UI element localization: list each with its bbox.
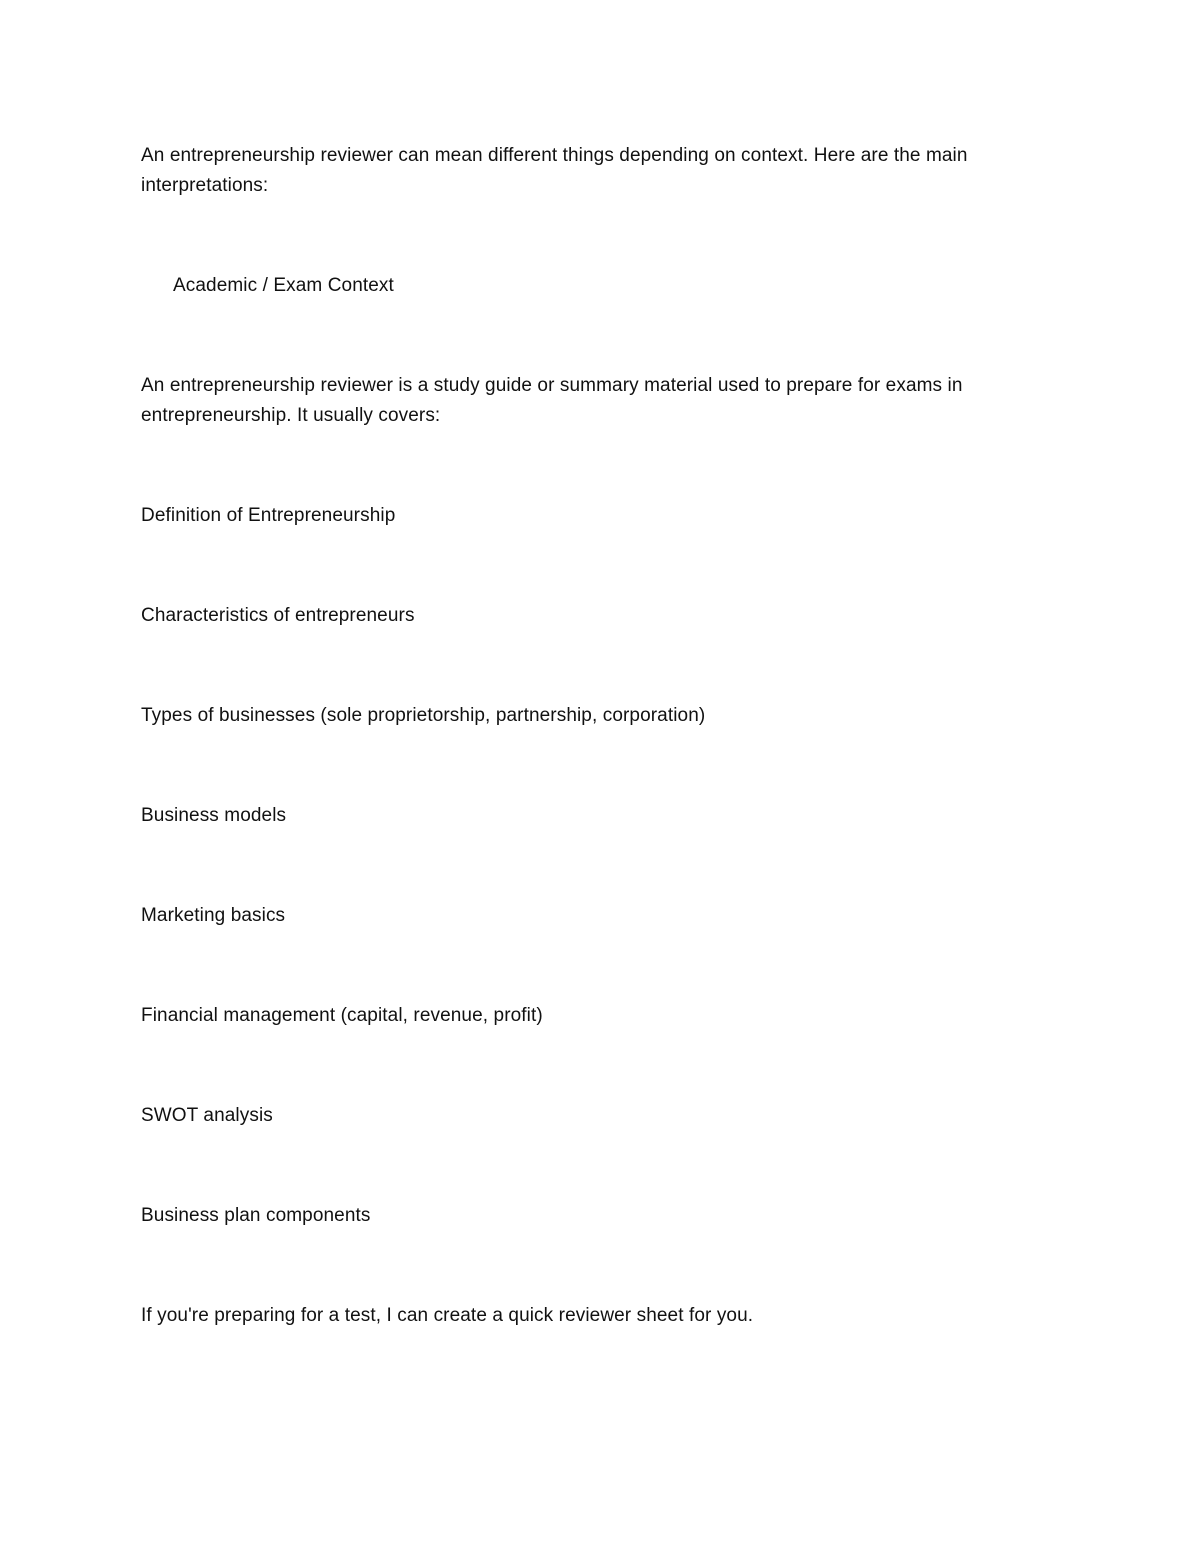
topic-item: Financial management (capital, revenue, profit) [141,1005,543,1026]
closing-paragraph: If you're preparing for a test, I can create a quick reviewer sheet for you. [141,1305,754,1326]
topic-item: Definition of Entrepreneurship [141,505,396,526]
topic-item: Business plan components [141,1205,371,1226]
intro-paragraph: An entrepreneurship reviewer can mean different things depending on context. Here are the main interpretations: [141,145,968,196]
document-body [141,141,1021,1331]
topic-item: Types of businesses (sole proprietorship, partnership, corporation) [141,705,706,726]
topic-item: Business models [141,805,287,826]
topic-item: Characteristics of entrepreneurs [141,605,415,626]
section-description: An entrepreneurship reviewer is a study guide or summary material used to prepare for exams in entrepreneurship. It usually covers: [141,375,963,426]
topic-item: SWOT analysis [141,1105,273,1126]
section-heading: Academic / Exam Context [173,275,394,296]
topic-item: Marketing basics [141,905,286,926]
topic-list [141,501,1021,1231]
